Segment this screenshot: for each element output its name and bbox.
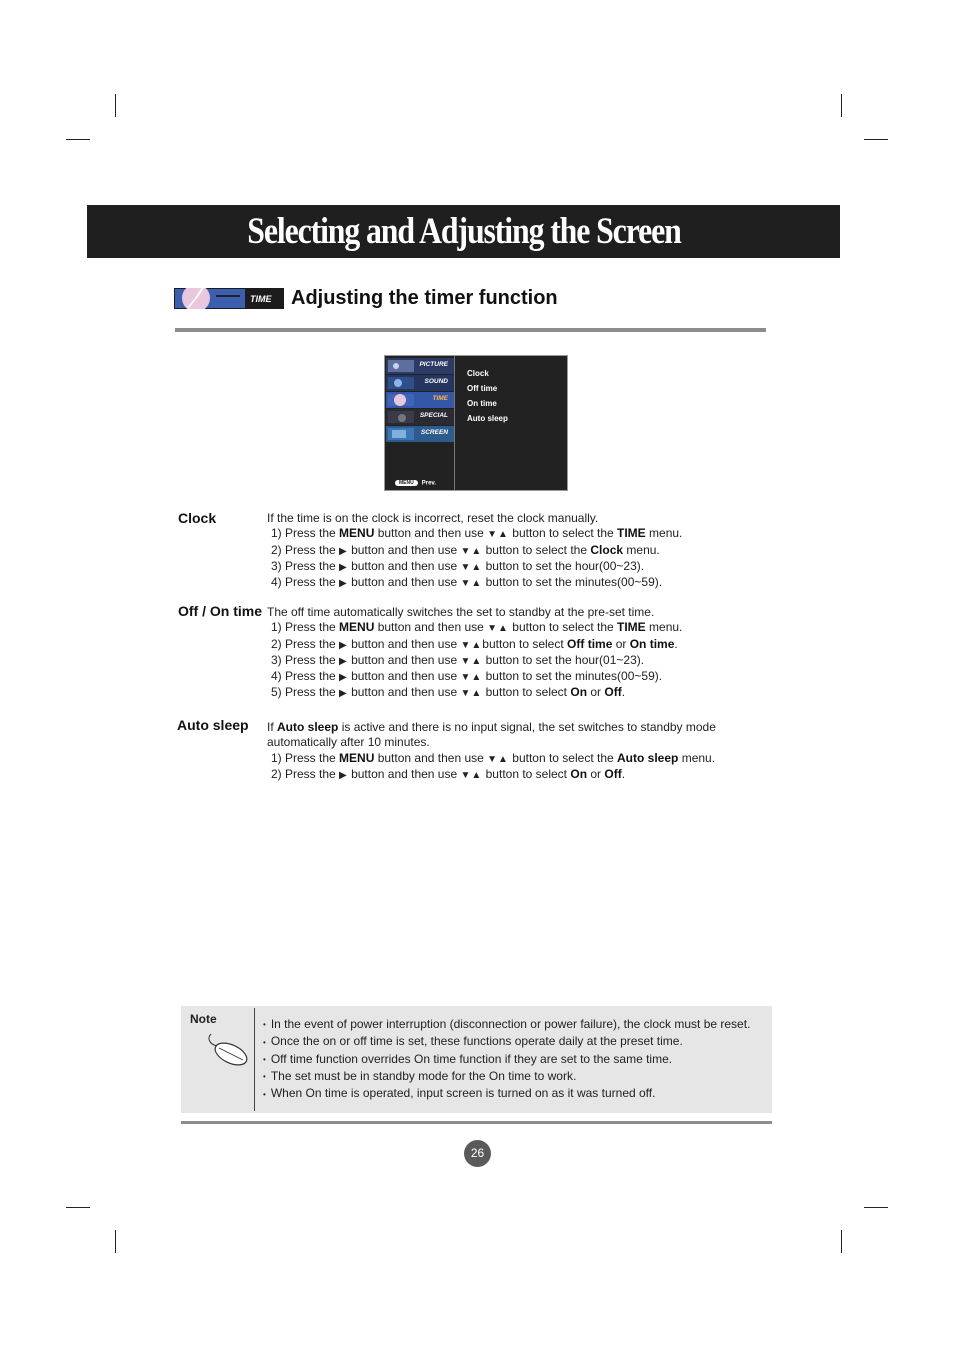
bottom-divider: [181, 1121, 772, 1124]
right-arrow-icon: ▶: [339, 688, 348, 700]
special-icon: [388, 411, 414, 423]
down-up-arrow-icon: ▼▲: [460, 561, 483, 573]
menu-button-icon: MENU: [395, 480, 418, 486]
down-up-arrow-icon: ▼▲: [460, 688, 483, 700]
down-up-arrow-icon: ▼▲: [460, 578, 483, 590]
osd-item-clock: Clock: [467, 369, 489, 378]
auto-sleep-label: Auto sleep: [177, 717, 249, 733]
crop-mark: [66, 1207, 90, 1208]
crop-mark: [864, 1207, 888, 1208]
auto-sleep-intro-cont: automatically after 10 minutes.: [267, 735, 430, 750]
time-tab-label: TIME: [250, 294, 272, 304]
note-item: • Off time function overrides On time function if they are set to the same time.: [263, 1051, 750, 1068]
note-item: • In the event of power interruption (disconnection or power failure), the clock must be reset.: [263, 1016, 750, 1033]
time-menu-tab-icon: [174, 288, 284, 309]
crop-mark: [841, 94, 842, 117]
clock-step-2: 2) Press the ▶ button and then use ▼▲ button to select the Clock menu.: [271, 542, 660, 557]
off-on-time-intro: The off time automatically switches the set to standby at the pre-set time.: [267, 605, 655, 619]
down-up-arrow-icon: ▼▲: [460, 545, 483, 557]
page-number: 26: [464, 1140, 491, 1167]
crop-mark: [115, 94, 116, 117]
osd-tab-screen: SCREEN: [386, 426, 454, 442]
off-on-time-label: Off / On time: [178, 603, 262, 619]
osd-tab-special: SPECIAL: [386, 409, 454, 425]
auto-sleep-step-1: 1) Press the MENU button and then use ▼▲ button to select the Auto sleep menu.: [271, 750, 716, 765]
right-arrow-icon: ▶: [339, 672, 348, 684]
note-label: Note: [190, 1012, 217, 1026]
osd-tab-time: TIME: [386, 392, 454, 408]
note-item: • When On time is operated, input screen is turned on as it was turned off.: [263, 1085, 750, 1102]
crop-mark: [115, 1230, 116, 1253]
auto-sleep-intro: If Auto sleep is active and there is no input signal, the set switches to standby mode: [267, 720, 716, 734]
picture-icon: [388, 360, 414, 372]
osd-item-off-time: Off time: [467, 384, 498, 393]
clock-intro: If the time is on the clock is incorrect, reset the clock manually.: [267, 511, 599, 525]
right-arrow-icon: ▶: [339, 561, 348, 573]
osd-tab-sound: SOUND: [386, 375, 454, 391]
down-up-arrow-icon: ▼▲: [460, 672, 483, 684]
page-title: Selecting and Adjusting the Screen: [246, 211, 681, 252]
off-on-step-4: 4) Press the ▶ button and then use ▼▲ button to set the minutes(00~59).: [271, 669, 663, 684]
osd-submenu: [467, 366, 508, 426]
off-on-step-3: 3) Press the ▶ button and then use ▼▲ button to set the hour(01~23).: [271, 652, 645, 667]
auto-sleep-step-2: 2) Press the ▶ button and then use ▼▲ button to select On or Off.: [271, 766, 626, 781]
note-pen-icon: [205, 1030, 249, 1068]
osd-tab-picture: PICTURE: [386, 358, 454, 374]
down-up-arrow-icon: ▼▲: [460, 639, 483, 651]
off-on-step-5: 5) Press the ▶ button and then use ▼▲ button to select On or Off.: [271, 685, 626, 700]
clock-instructions: [267, 511, 682, 591]
right-arrow-icon: ▶: [339, 655, 348, 667]
osd-divider: [454, 356, 455, 490]
clock-step-3: 3) Press the ▶ button and then use ▼▲ button to set the hour(00~23).: [271, 558, 645, 573]
clock-icon: [388, 394, 414, 406]
osd-prev-label: Prev.: [421, 481, 436, 487]
right-arrow-icon: ▶: [339, 545, 348, 557]
sound-icon: [388, 377, 414, 389]
crop-mark: [66, 139, 90, 140]
clock-label: Clock: [178, 510, 217, 526]
clock-step-1: 1) Press the MENU button and then use ▼▲ button to select the TIME menu.: [271, 526, 683, 541]
off-on-step-1: 1) Press the MENU button and then use ▼▲ button to select the TIME menu.: [271, 620, 683, 635]
down-up-arrow-icon: ▼▲: [487, 529, 509, 541]
osd-menu-screenshot: [384, 355, 568, 491]
note-item: • Once the on or off time is set, these functions operate daily at the preset time.: [263, 1033, 750, 1050]
note-box: [181, 1006, 772, 1113]
page-header: [87, 205, 840, 258]
down-up-arrow-icon: ▼▲: [460, 655, 483, 667]
section-divider: [175, 328, 766, 332]
crop-mark: [864, 139, 888, 140]
auto-sleep-instructions: [267, 720, 716, 783]
down-up-arrow-icon: ▼▲: [487, 753, 509, 765]
right-arrow-icon: ▶: [339, 639, 348, 651]
note-list: [263, 1016, 750, 1103]
screen-icon: [388, 428, 414, 440]
right-arrow-icon: ▶: [339, 769, 348, 781]
note-separator: [254, 1008, 255, 1111]
clock-step-4: 4) Press the ▶ button and then use ▼▲ button to set the minutes(00~59).: [271, 575, 663, 590]
note-item: • The set must be in standby mode for the On time to work.: [263, 1068, 750, 1085]
down-up-arrow-icon: ▼▲: [487, 623, 509, 635]
section-title: Adjusting the timer function: [291, 287, 558, 309]
crop-mark: [841, 1230, 842, 1253]
right-arrow-icon: ▶: [339, 578, 348, 590]
osd-item-on-time: On time: [467, 399, 497, 408]
osd-item-auto-sleep: Auto sleep: [467, 414, 508, 423]
off-on-time-instructions: [267, 605, 682, 702]
down-up-arrow-icon: ▼▲: [460, 769, 483, 781]
off-on-step-2: 2) Press the ▶ button and then use ▼▲button to select Off time or On time.: [271, 636, 678, 651]
osd-footer: [395, 480, 436, 487]
